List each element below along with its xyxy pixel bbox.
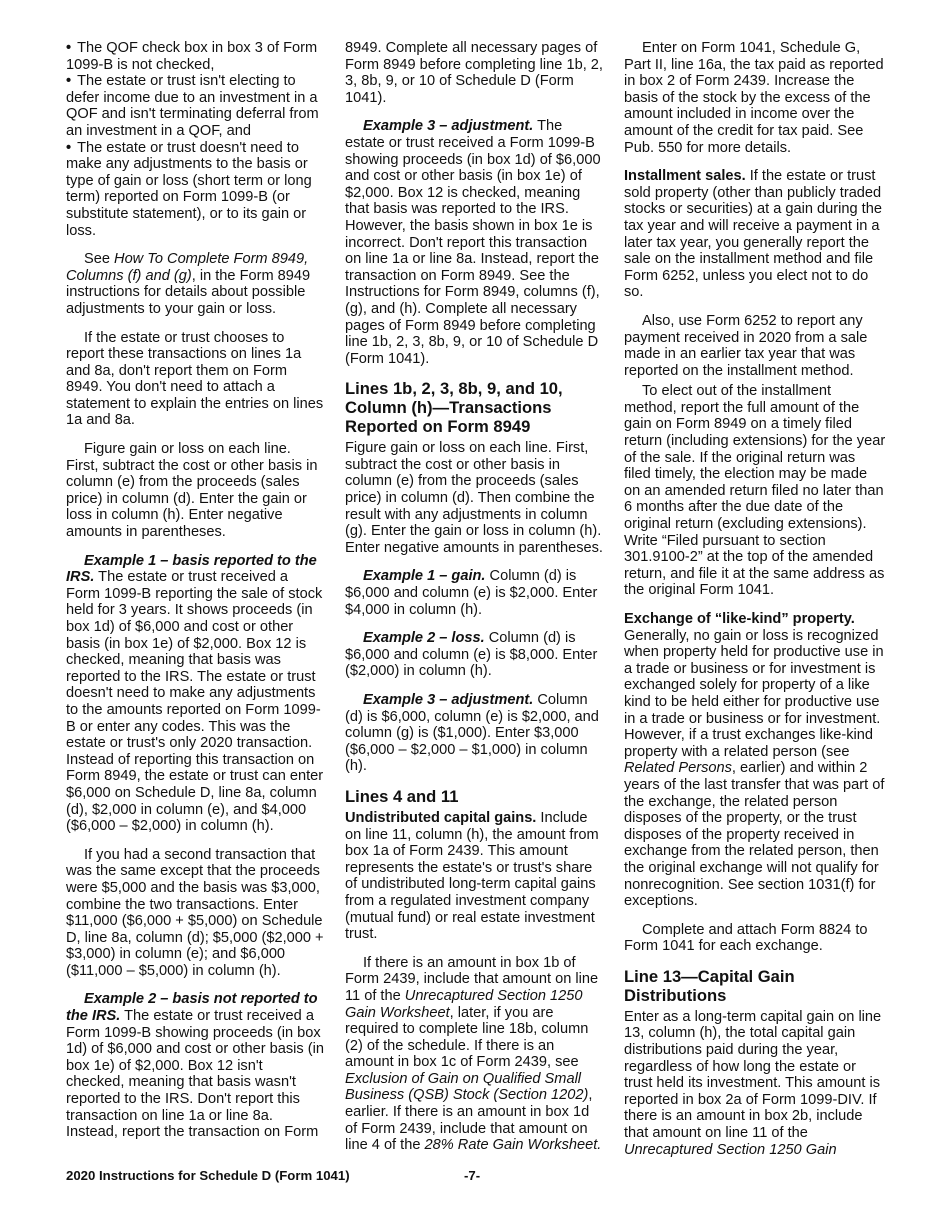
example-adjustment-col-h: Example 3 – adjustment. Column (d) is $6,000, column (e) is $2,000, and column (g) is ($1,000). Enter $3,000 ($6,000 – $2,000 – $1,000) in column (h). — [345, 692, 599, 775]
paragraph-chooses: If the estate or trust chooses to report these transactions on lines 1a and 8a, don't report them on Form 8949. You don't need to attach a statement to explain the entries on lines 1a and 8a. — [66, 329, 324, 429]
column-3 — [624, 40, 886, 1170]
list-item: • The estate or trust doesn't need to make any adjustments to the basis or type of gain or loss (short term or long term) reported on Form 1099-B (or substitute statement), or to its gain or loss. — [66, 140, 324, 240]
example-gain: Example 1 – gain. Column (d) is $6,000 and column (e) is $2,000. Enter $4,000 in column (h). — [345, 568, 598, 618]
paragraph-figure-gain-col-h: Figure gain or loss on each line. First, subtract the cost or other basis in column (e) from the proceeds (sales price) in column (d). Then combine the result with any adjustments in column (g). Enter the gain or loss in column (h). Enter negative amounts in parentheses. — [345, 440, 603, 556]
paragraph-form-8824: Complete and attach Form 8824 to Form 1041 for each exchange. — [624, 921, 868, 955]
column-1 — [66, 40, 324, 1153]
example-2-basis-not-reported: Example 2 – basis not reported to the IRS. The estate or trust received a Form 1099-B showing proceeds (in box 1d) of $6,000 and cost or other basis (in box 1e) of $2,000. Box 12 isn't checked, meaning that basis wasn't reported to the IRS. Don't report this transaction on line 1a or line 8a. Instead, report the transaction on Form — [66, 991, 324, 1141]
page-number: -7- — [464, 1168, 481, 1183]
paragraph-schedule-g: Enter on Form 1041, Schedule G, Part II, line 16a, the tax paid as reported in box 2 of Form 2439. Increase the basis of the stock by the excess of the amount included in income over the amount of the credit for tax paid. See Pub. 550 for more details. — [624, 40, 884, 156]
heading-line-13: Line 13—Capital Gain Distributions — [624, 966, 795, 1005]
paragraph-undistributed-gains: Undistributed capital gains. Include on line 11, column (h), the amount from box 1a of Form 2439. This amount represents the estate's or trust's share of undistributed long-term capital gains from a regulated investment company (mutual fund) or real estate investment trust. — [345, 809, 599, 943]
list-item: • The QOF check box in box 3 of Form 1099-B is not checked, — [66, 40, 324, 73]
heading-lines-1b: Lines 1b, 2, 3, 8b, 9, and 10, Column (h)—Transactions Reported on Form 8949 — [345, 379, 563, 437]
paragraph-see-instructions: See How To Complete Form 8949, Columns (f) and (g), in the Form 8949 instructions for details about possible adjustments to your gain or loss. — [66, 251, 311, 317]
column-2 — [345, 40, 605, 1166]
paragraph-box-1b: If there is an amount in box 1b of Form 2439, include that amount on line 11 of the Unrecaptured Section 1250 Gain Worksheet, later, if you are required to complete line 18b, column (2) of the schedule. If there is an amount in box 1c of Form 2439, see Exclusion of Gain on Qualified Small Business (QSB) Stock (Section 1202), earlier. If there is an amount in box 1d of Form 2439, include that amount on line 4 of the 28% Rate Gain Worksheet. — [345, 954, 602, 1154]
paragraph-line-13: Enter as a long-term capital gain on line 13, column (h), the total capital gain distributions paid during the year, regardless of how long the estate or trust held its investment. This amount is reported in box 2a of Form 1099-DIV. If there is an amount in box 2b, include that amount on line 11 of the Unrecaptured Section 1250 Gain — [624, 1008, 882, 1158]
list-item: • The estate or trust isn't electing to defer income due to an investment in a QOF and isn't terminating deferral from an investment in a QOF, and — [66, 73, 324, 139]
heading-lines-4-11: Lines 4 and 11 — [345, 786, 459, 806]
bullet-list — [66, 40, 324, 239]
example-1-basis-reported: Example 1 – basis reported to the IRS. The estate or trust received a Form 1099-B reporting the sale of stock held for 3 years. It shows proceeds (in box 1d) of $6,000 and cost or other basis (in box 1e) of $2,000. Box 12 is checked, meaning that basis was reported to the IRS. The estate or trust doesn't need to make any adjustments to the amounts reported on Form 1099-B or enter any codes. This was the estate or trust's only 2020 transaction. Instead of reporting this transaction on Form 8949, the estate or trust can enter $6,000 on Schedule D, line 8a, column (d), $2,000 in column (e), and $4,000 ($6,000 – $2,000) in column (h). — [66, 552, 324, 835]
example-3-adjustment: Example 3 – adjustment. The estate or trust received a Form 1099-B showing proceeds (in box 1d) of $6,000 and cost or other basis (in box 1e) of $2,000. Box 12 is checked, meaning that basis was reported to the IRS. However, the basis shown in box 1e is incorrect. Don't report this transaction on line 1a or line 8a. Instead, report the transaction on Form 8949. See the Instructions for Form 8949, columns (f), (g), and (h). Complete all necessary pages of Form 8949 before completing line 1b, 2, 3, 8b, 9, or 10 of Schedule D (Form 1041). — [345, 118, 601, 367]
footer-title: 2020 Instructions for Schedule D (Form 1041) — [66, 1168, 350, 1183]
paragraph-figure-gain: Figure gain or loss on each line. First, subtract the cost or other basis in column (e) from the proceeds (sales price) in column (d). Enter the gain or loss in column (h). Enter negative amounts in parentheses. — [66, 441, 318, 541]
paragraph-installment-sales: Installment sales. If the estate or trust sold property (other than publicly traded stocks or securities) at a gain during the tax year and will receive a payment in a later tax year, you generally report the sale on the installment method and file Form 6252, unless you elect not to do so. — [624, 168, 882, 301]
paragraph-form-6252: Also, use Form 6252 to report any payment received in 2020 from a sale made in an earlier tax year that was reported on the installment method. — [624, 312, 868, 379]
paragraph-second-transaction: If you had a second transaction that was the same except that the proceeds were $5,000 and the basis was $3,000, combine the two transactions. Enter $11,000 ($6,000 + $5,000) on Schedule D, line 8a, column (d); $5,000 ($2,000 + $3,000) in column (e); and $6,000 ($11,000 – $5,000) in column (h). — [66, 846, 324, 979]
paragraph-continued: 8949. Complete all necessary pages of Form 8949 before completing line 1b, 2, 3, 8b, 9, or 10 of Schedule D (Form 1041). — [345, 40, 603, 106]
paragraph-like-kind: Exchange of “like-kind” property. Generally, no gain or loss is recognized when property held for productive use in a trade or business or for investment is exchanged solely for property of a like kind to be held either for productive use in a trade or business or for investment. However, if a trust exchanges like-kind property with a related person (see Related Persons, earlier) and within 2 years of the last transfer that was part of the exchange, the related person disposes of the property, or the trust disposes of the property received in exchange from the related person, then the original exchange will not qualify for nonrecognition. See section 1031(f) for exceptions. — [624, 611, 885, 910]
paragraph-elect-out: To elect out of the installment method, report the full amount of the gain on Form 8949 on a timely filed return (including extensions) for the year of the sale. If the original return was filed timely, the election may be made on an amended return filed no later than 6 months after the due date of the original return (excluding extensions). Write “Filed pursuant to section 301.9100-2” at the top of the amended return, and file it at the same address as the original Form 1041. — [624, 383, 886, 599]
example-loss: Example 2 – loss. Column (d) is $6,000 and column (e) is $8,000. Enter ($2,000) in column (h). — [345, 630, 598, 680]
